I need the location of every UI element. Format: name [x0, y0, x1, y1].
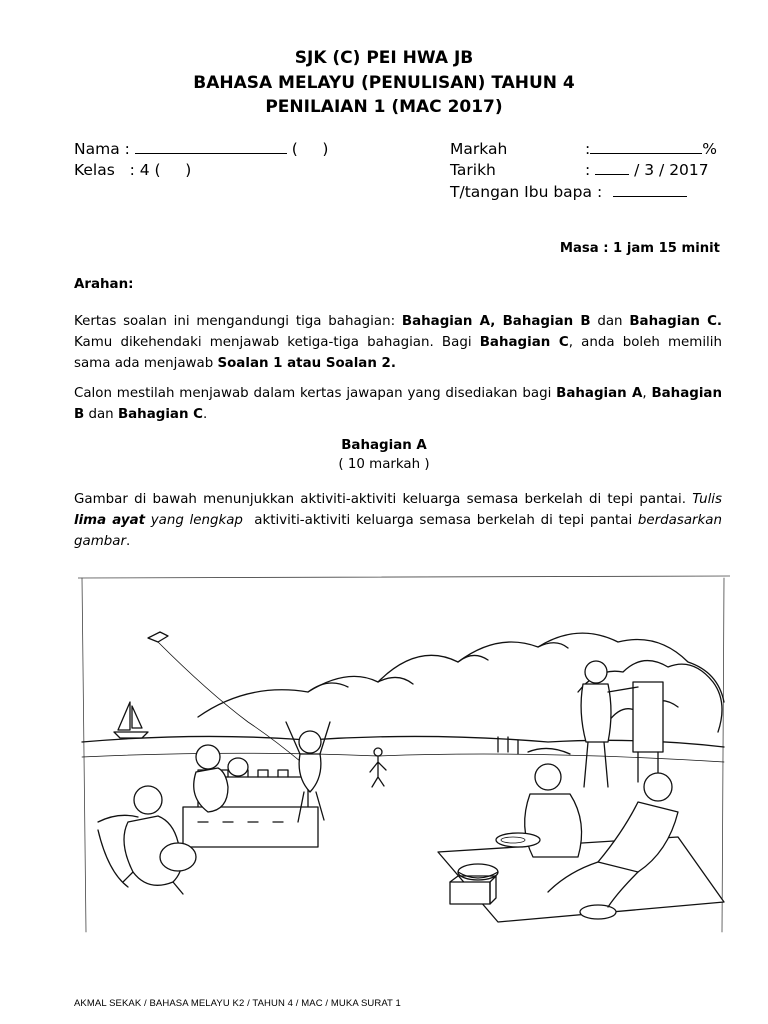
ttangan-blank[interactable] — [613, 183, 687, 197]
nama-label: Nama : — [74, 140, 130, 158]
text-run-bold: Bahagian C — [117, 407, 203, 422]
text-run-bold: Bahagian C. — [629, 314, 722, 329]
text-run-bold: Bahagian A — [401, 314, 491, 329]
kite-icon — [148, 632, 313, 772]
text-run-bold: Bahagian C — [479, 335, 569, 350]
text-run-bold: Bahagian B — [502, 314, 591, 329]
text-run-bold: Bahagian A — [556, 386, 643, 401]
ttangan-label: T/tangan Ibu bapa : — [450, 183, 603, 201]
markah-field — [585, 140, 717, 158]
markah-colon: : — [585, 140, 591, 158]
markah-label: Markah — [450, 140, 508, 158]
nama-field — [74, 140, 328, 158]
tarikh-field — [585, 161, 709, 179]
question-paragraph — [74, 489, 722, 552]
child-sand-icon — [98, 786, 196, 894]
kelas-label: Kelas : — [74, 161, 135, 179]
tarikh-value: / 3 / 2017 — [634, 161, 709, 179]
text-run: , anda boleh memilih sama ada menjawab — [74, 335, 722, 371]
kelas-value: 4 ( ) — [139, 161, 192, 179]
arahan-title: Arahan: — [74, 277, 134, 292]
tarikh-label: Tarikh — [450, 161, 496, 179]
text-run-bold: , — [490, 314, 503, 329]
text-run-bold: Soalan 1 atau Soalan 2. — [217, 356, 396, 371]
page-footer: AKMAL SEKAK / BAHASA MELAYU K2 / TAHUN 4 / MAC / MUKA SURAT 1 — [74, 998, 401, 1009]
markah-suffix: % — [702, 140, 717, 158]
text-run: dan — [84, 407, 118, 422]
text-run: . — [125, 534, 131, 549]
section-title: Bahagian A — [341, 438, 427, 453]
man-barbecue-icon — [581, 661, 663, 787]
markah-blank[interactable] — [590, 140, 702, 154]
text-run: Kertas soalan ini mengandungi tiga bahagian: — [74, 314, 402, 329]
masa-duration: Masa : 1 jam 15 minit — [559, 241, 720, 256]
sailboat-icon — [114, 702, 148, 738]
section-marks: ( 10 markah ) — [338, 457, 430, 472]
text-run-italic: Tulis — [692, 492, 722, 507]
instruction-paragraph-2 — [74, 383, 722, 425]
tarikh-colon: : — [585, 161, 591, 179]
ttangan-field — [450, 183, 687, 201]
sand-line — [82, 753, 724, 762]
text-run: Gambar di bawah menunjukkan aktiviti-aktiviti keluarga semasa berkelah di tepi pantai. — [74, 492, 693, 507]
subject-title: BAHASA MELAYU (PENULISAN) TAHUN 4 — [193, 73, 575, 93]
frame-left-line — [82, 578, 86, 932]
nama-blank[interactable] — [135, 140, 287, 154]
text-run: , — [642, 386, 652, 401]
school-name: SJK (C) PEI HWA JB — [294, 48, 474, 68]
text-run: Kamu dikehendaki menjawab ketiga-tiga bahagian. Bagi — [74, 335, 480, 350]
text-run: aktiviti-aktiviti keluarga semasa berkelah di tepi pantai — [242, 513, 638, 528]
text-run-bold-italic: lima ayat — [74, 513, 146, 528]
text-run: dan — [590, 314, 630, 329]
frame-top-line — [78, 576, 730, 578]
beach-picnic-illustration — [78, 572, 730, 942]
text-run-italic: yang lengkap — [145, 513, 243, 528]
kelas-field — [74, 161, 191, 179]
text-run: Calon mestilah menjawab dalam kertas jawapan yang disediakan bagi — [74, 386, 557, 401]
assessment-title: PENILAIAN 1 (MAC 2017) — [265, 97, 503, 117]
text-run-italic: berdasarkan gambar — [74, 513, 722, 549]
instruction-paragraph-1 — [74, 311, 722, 374]
tarikh-day-blank[interactable] — [595, 161, 629, 175]
distant-people-icon — [370, 737, 518, 787]
frame-right-line — [722, 578, 724, 932]
text-run: . — [202, 407, 208, 422]
shoreline — [82, 736, 724, 747]
text-run-bold: Bahagian B — [74, 386, 722, 422]
nama-paren: ( ) — [291, 140, 329, 158]
